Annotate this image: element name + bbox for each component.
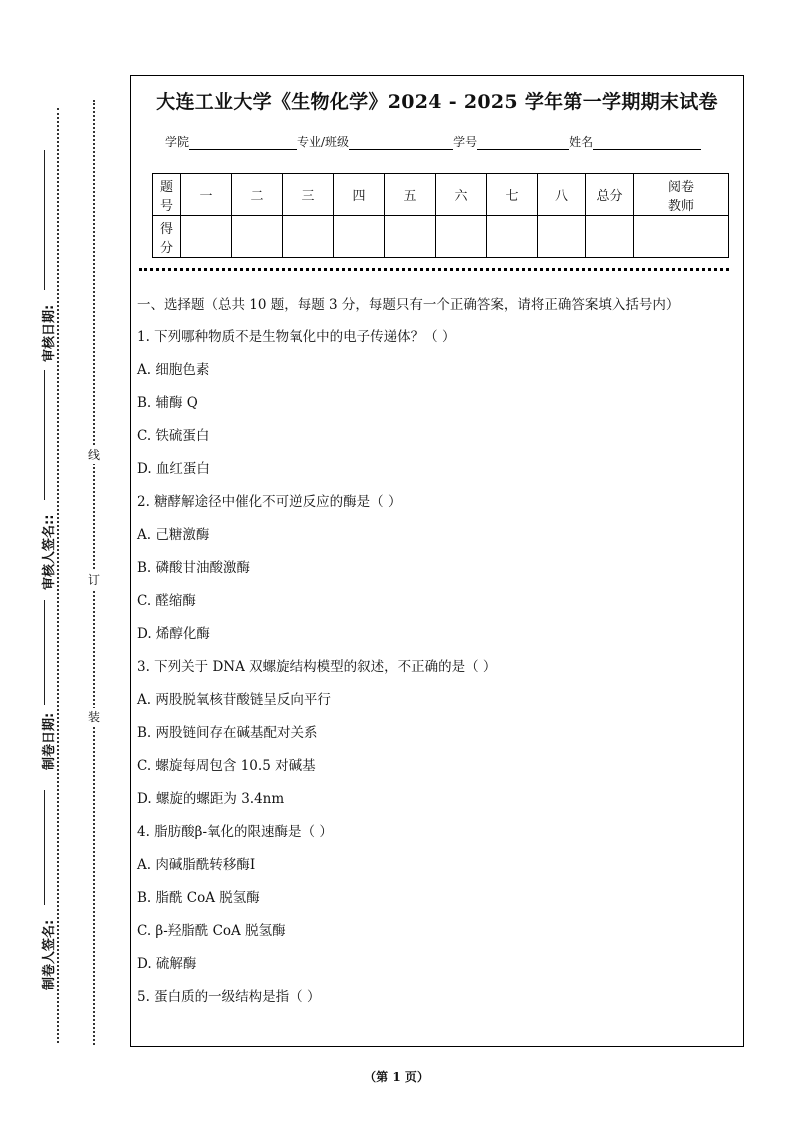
option: A. 己糖激酶 [137,527,210,543]
question-stem: 1. 下列哪种物质不是生物氧化中的电子传递体？（ ） [137,329,456,345]
option: C. 铁硫蛋白 [137,428,210,444]
student-id-blank[interactable] [477,136,569,150]
major-class-blank[interactable] [349,136,453,150]
binding-dotted-line-outer [57,108,59,1043]
option: D. 血红蛋白 [137,461,210,477]
question-number-label: 题 号 [153,174,181,216]
question-stem: 5. 蛋白质的一级结构是指（ ） [137,989,321,1005]
college-label: 学院 [165,135,190,149]
question-stem: 3. 下列关于 DNA 双螺旋结构模型的叙述，不正确的是（ ） [137,659,497,675]
score-cell-5[interactable] [385,216,436,258]
score-cell-7[interactable] [487,216,538,258]
question-stem: 4. 脂肪酸β-氧化的限速酶是（ ） [137,824,333,840]
reviewer-signature-label: 审核人签名:: [42,514,57,590]
option: A. 两股脱氧核苷酸链呈反向平行 [137,692,331,708]
exam-frame [130,75,744,1047]
name-blank[interactable] [593,136,701,150]
col-3: 三 [283,174,334,216]
binding-mark-xian: 线 [88,448,101,462]
col-7: 七 [487,174,538,216]
option: A. 细胞色素 [137,362,210,378]
option: B. 辅酶 Q [137,395,198,411]
major-class-label: 专业/班级 [297,135,350,149]
question-stem: 2. 糖酵解途径中催化不可逆反应的酶是（ ） [137,494,402,510]
student-info-row [165,133,701,150]
score-cell-1[interactable] [181,216,232,258]
compile-date-label: 制卷日期: [42,712,57,770]
option: B. 脂酰 CoA 脱氢酶 [137,890,260,906]
option: A. 肉碱脂酰转移酶Ⅰ [137,857,256,873]
exam-title: 大连工业大学《生物化学》2024 - 2025 学年第一学期期末试卷 [156,91,718,113]
col-1: 一 [181,174,232,216]
option: D. 烯醇化酶 [137,626,210,642]
name-label: 姓名 [569,135,594,149]
col-grader: 阅卷 教师 [634,174,729,216]
question-list [137,293,737,1018]
col-6: 六 [436,174,487,216]
score-table [152,173,729,258]
score-cell-8[interactable] [538,216,586,258]
option: D. 硫解酶 [137,956,197,972]
score-label: 得 分 [153,216,181,258]
score-cell-total[interactable] [586,216,634,258]
student-id-label: 学号 [453,135,478,149]
score-cell-6[interactable] [436,216,487,258]
col-5: 五 [385,174,436,216]
compiler-signature-line [44,790,45,905]
option: C. 螺旋每周包含 10.5 对碱基 [137,758,316,774]
score-table-header-row [153,174,729,216]
col-2: 二 [232,174,283,216]
binding-mark-zhuang: 装 [88,710,101,724]
option: C. 醛缩酶 [137,593,196,609]
college-blank[interactable] [189,136,297,150]
score-table-score-row [153,216,729,258]
score-cell-grader[interactable] [634,216,729,258]
col-4: 四 [334,174,385,216]
option: B. 磷酸甘油酸激酶 [137,560,251,576]
compile-date-line [44,600,45,705]
option: D. 螺旋的螺距为 3.4nm [137,791,285,807]
dotted-separator [139,268,729,271]
col-total: 总分 [586,174,634,216]
col-8: 八 [538,174,586,216]
score-cell-2[interactable] [232,216,283,258]
score-cell-4[interactable] [334,216,385,258]
option: C. β-羟脂酰 CoA 脱氢酶 [137,923,286,939]
review-date-label: 审核日期: [42,304,57,362]
review-date-line [44,150,45,290]
binding-mark-ding: 订 [88,573,101,587]
score-cell-3[interactable] [283,216,334,258]
reviewer-signature-line [44,370,45,500]
compiler-signature-label: 制卷人签名: [42,919,57,990]
section-heading: 一、选择题（总共 10 题，每题 3 分，每题只有一个正确答案，请将正确答案填入括号内） [137,297,680,313]
page-number: （第 1 页） [364,1070,429,1084]
option: B. 两股链间存在碱基配对关系 [137,725,318,741]
